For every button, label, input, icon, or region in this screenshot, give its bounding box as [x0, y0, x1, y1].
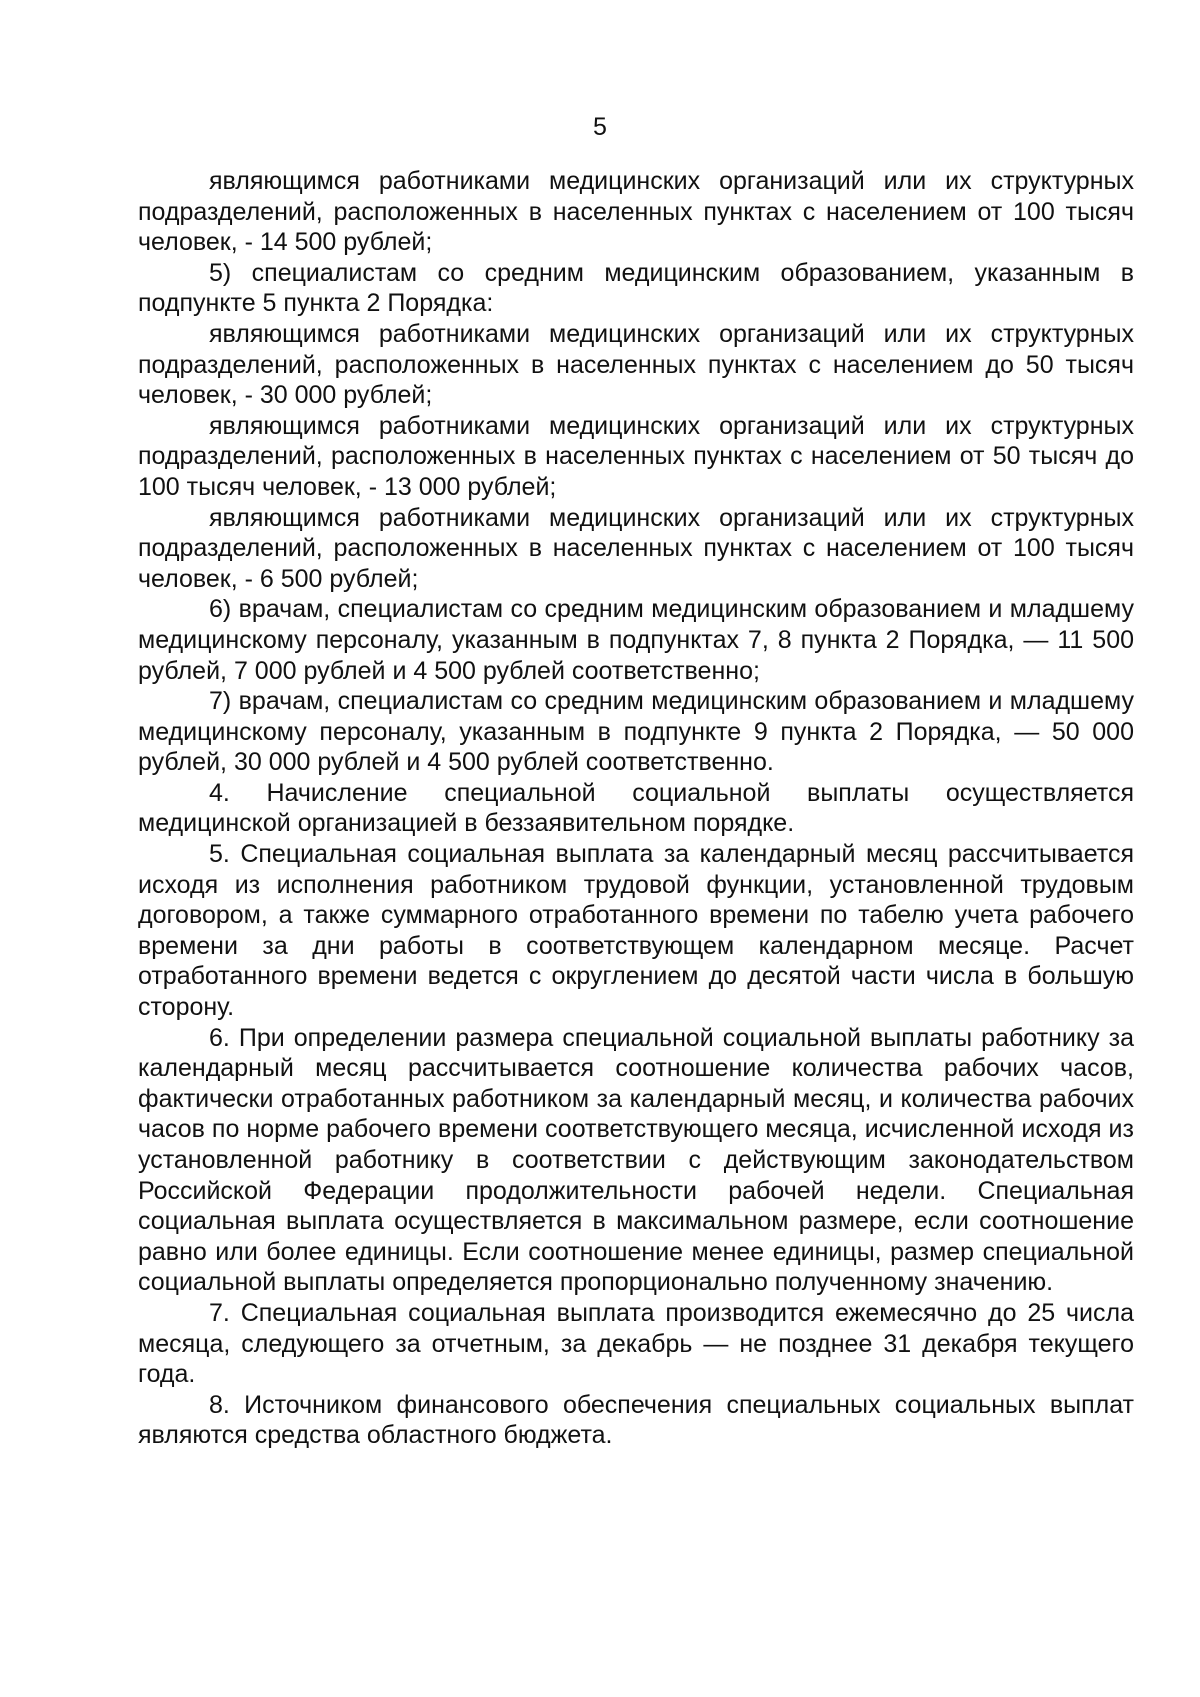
paragraph-section-8: 8. Источником финансового обеспечения специальных социальных выплат являются средства областного бюджета. — [138, 1390, 1134, 1450]
document-body — [138, 166, 1134, 1451]
paragraph-item-5-over-100k: являющимся работниками медицинских организаций или их структурных подразделений, расположенных в населенных пунктах с населением от 100 тысяч человек, - 6 500 рублей; — [138, 503, 1134, 593]
paragraph-section-7: 7. Специальная социальная выплата производится ежемесячно до 25 числа месяца, следующего за отчетным, за декабрь — не позднее 31 декабря текущего года. — [138, 1298, 1134, 1389]
paragraph-continuation-100k: являющимся работниками медицинских организаций или их структурных подразделений, расположенных в населенных пунктах с населением от 100 тысяч человек, - 14 500 рублей; — [138, 167, 1134, 257]
page-number: 5 — [593, 113, 607, 141]
paragraph-item-5-50k-100k: являющимся работниками медицинских организаций или их структурных подразделений, расположенных в населенных пунктах с населением от 50 тысяч до 100 тысяч человек, - 13 000 рублей; — [138, 411, 1134, 501]
paragraph-section-6: 6. При определении размера специальной социальной выплаты работнику за календарный месяц рассчитывается соотношение количества рабочих часов, фактически отработанных работником за календарный месяц, и количества рабочих часов по норме рабочего времени соответствующего месяца, исчисленной исходя из установленной работнику в соответствии с действующим законодательством Российской Федерации продолжительности рабочей недели. Специальная социальная выплата осуществляется в максимальном размере, если соотношение равно или более единицы. Если соотношение менее единицы, размер специальной социальной выплаты определяется пропорционально полученному значению. — [138, 1023, 1134, 1297]
paragraph-item-5: 5) специалистам со средним медицинским образованием, указанным в подпункте 5 пункта 2 Порядка: — [138, 258, 1134, 318]
paragraph-item-7: 7) врачам, специалистам со средним медицинским образованием и младшему медицинскому персоналу, указанным в подпункте 9 пункта 2 Порядка, — 50 000 рублей, 30 000 рублей и 4 500 рублей соответственно. — [138, 687, 1134, 777]
paragraph-item-5-under-50k: являющимся работниками медицинских организаций или их структурных подразделений, расположенных в населенных пунктах с населением до 50 тысяч человек, - 30 000 рублей; — [138, 319, 1134, 410]
paragraph-section-5: 5. Специальная социальная выплата за календарный месяц рассчитывается исходя из исполнения работником трудовой функции, установленной трудовым договором, а также суммарного отработанного времени по табелю учета рабочего времени за дни работы в соответствующем календарном месяце. Расчет отработанного времени ведется с округлением до десятой части числа в большую сторону. — [138, 840, 1134, 1022]
paragraph-section-4: 4. Начисление специальной социальной выплаты осуществляется медицинской организацией в беззаявительном порядке. — [138, 778, 1134, 838]
paragraph-item-6: 6) врачам, специалистам со средним медицинским образованием и младшему медицинскому персоналу, указанным в подпунктах 7, 8 пункта 2 Порядка, — 11 500 рублей, 7 000 рублей и 4 500 рублей соответственно; — [138, 595, 1134, 685]
